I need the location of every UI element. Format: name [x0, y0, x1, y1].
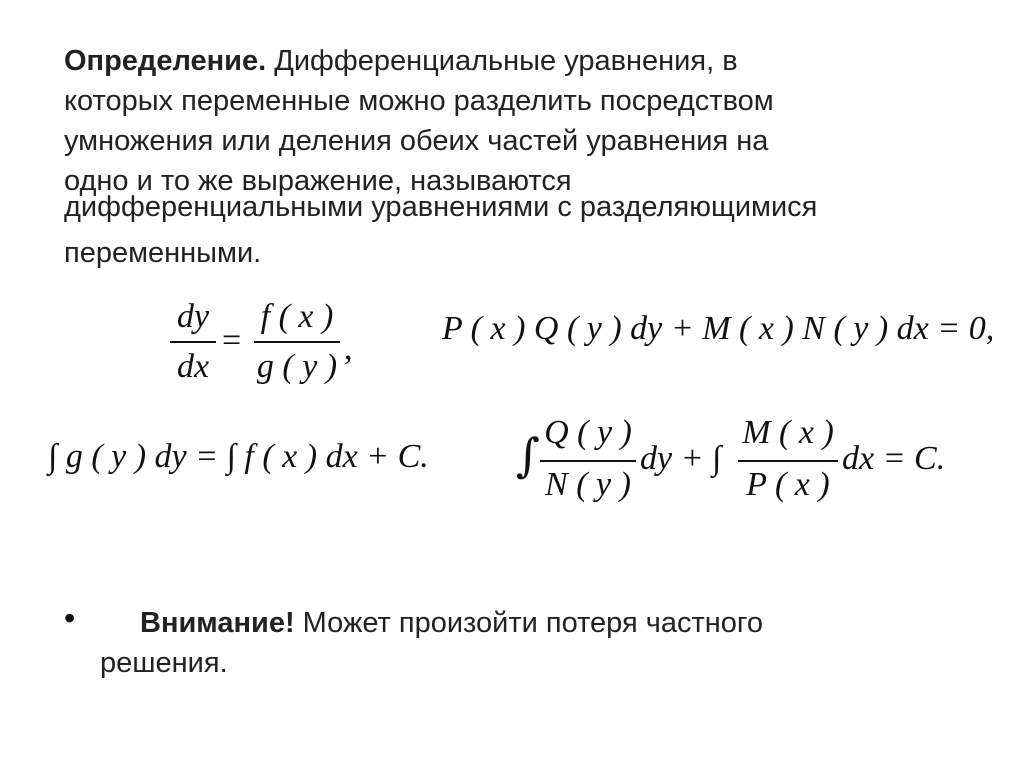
definition-line-1-text: Дифференциальные уравнения, в	[266, 45, 738, 77]
formula-1-equals: =	[222, 322, 242, 359]
note-line-1-text: Может произойти потеря частного	[294, 607, 763, 639]
formula-4-fraction-2	[738, 414, 838, 510]
definition-line-2: которых переменные можно разделить посредством	[64, 85, 774, 117]
definition-line-3: умножения или деления обеих частей уравнения на	[64, 125, 769, 157]
formula-4-numerator-2: M ( x )	[742, 414, 834, 451]
formula-4-fraction-1	[540, 414, 636, 510]
formula-1-rhs-denominator: g ( y )	[256, 348, 338, 385]
formula-4-numerator-1: Q ( y )	[544, 414, 632, 451]
formula-1-lhs-fraction	[170, 298, 216, 394]
fraction-bar	[738, 460, 838, 462]
formula-3: ∫ g ( y ) dy = ∫ f ( x ) dx + C.	[48, 438, 429, 475]
note-line-2: решения.	[100, 647, 228, 679]
fraction-bar	[254, 341, 340, 343]
definition-line-6: переменными.	[64, 237, 262, 269]
formula-4-denominator-2: P ( x )	[746, 466, 830, 503]
fraction-bar	[540, 460, 636, 462]
formula-4-middle: dy + ∫	[640, 440, 722, 477]
formula-1-comma: ,	[344, 330, 353, 367]
formula-1-rhs-fraction	[254, 298, 340, 394]
definition-line-1	[64, 42, 738, 80]
formula-1-numerator: dy	[176, 298, 210, 335]
formula-2: P ( x ) Q ( y ) dy + M ( x ) N ( y ) dx = 0,	[442, 310, 995, 347]
note-line-1	[140, 604, 763, 642]
definition-line-4: одно и то же выражение, называются	[64, 165, 572, 197]
note-label: Внимание!	[140, 607, 295, 639]
fraction-bar	[170, 341, 216, 343]
formula-4-denominator-1: N ( y )	[545, 466, 631, 503]
formula-1-rhs-numerator: f ( x )	[260, 298, 334, 335]
integral-sign: ∫	[516, 428, 540, 482]
formula-4-end: dx = C.	[842, 440, 946, 477]
definition-label: Определение.	[64, 45, 267, 77]
formula-1-denominator: dx	[176, 348, 210, 385]
definition-line-5: дифференциальными уравнениями с разделяющимися	[64, 191, 818, 223]
bullet-icon: •	[64, 600, 76, 636]
